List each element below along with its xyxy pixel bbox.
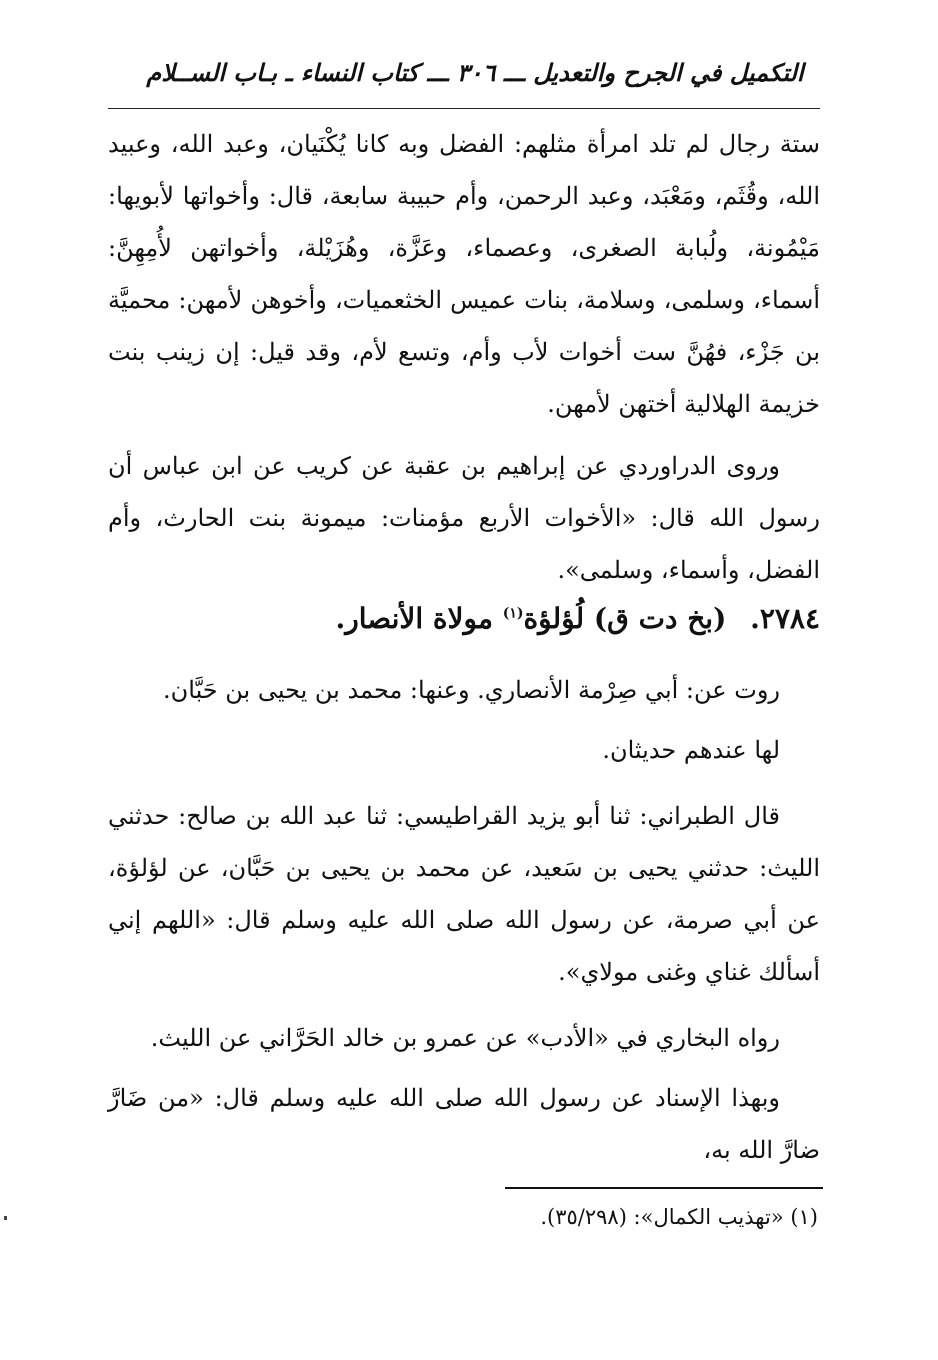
paragraph-tabarani-chain: قال الطبراني: ثنا أبو يزيد القراطيسي: ثنا عبد الله بن صالح: حدثني الليث: حدثني يحيى بن سَعيد، عن محمد بن يحيى بن حَبَّان، عن لؤلؤة، عن أبي صرمة، عن رسول الله صلى الله عليه وسلم قال: «اللهم إني أسألك غناي وغنى مولاي».: [108, 802, 820, 986]
header-rule: [108, 108, 820, 109]
paragraph-four-sisters: وروى الدراوردي عن إبراهيم بن عقبة عن كريب عن ابن عباس أن رسول الله قال: «الأخوات الأربع مؤمنات: ميمونة بنت الحارث، وأم الفضل، وأسماء، وسلمى».: [108, 452, 820, 584]
paragraph-hadith-count: لها عندهم حديثان.: [602, 736, 780, 764]
scan-speck: [4, 1216, 7, 1220]
paragraph-narrators: روت عن: أبي صِرْمة الأنصاري. وعنها: محمد بن يحيى بن حَبَّان.: [163, 676, 780, 704]
running-header: التكميل في الجرح والتعديل ـــ ٣٠٦ ـــ كتاب النساء ـ بـاب الســلام: [146, 58, 804, 87]
footnote: (١) «تهذيب الكمال»: (٣٥/٢٩٨).: [540, 1205, 818, 1229]
footnote-rule: [505, 1187, 823, 1189]
entry-name: لُؤلؤة: [523, 602, 585, 635]
entry-title-rest: مولاة الأنصار.: [335, 602, 493, 635]
footnote-marker: (١): [502, 605, 524, 622]
paragraph-bukhari: رواه البخاري في «الأدب» عن عمرو بن خالد الحَرَّاني عن الليث.: [150, 1024, 780, 1052]
entry-number: ٢٧٨٤.: [750, 602, 820, 635]
entry-symbols: (بخ دت ق): [593, 602, 727, 635]
entry-heading: [108, 602, 820, 635]
paragraph-sons-daughters: ستة رجال لم تلد امرأة مثلهم: الفضل وبه كانا يُكْنَيان، وعبد الله، وعبيد الله، وقُثَم، ومَعْبَد، وعبد الرحمن، وأم حبيبة سابعة، قال: وأخواتها لأبويها: مَيْمُونة، ولُبابة الصغرى، وعصماء، وعَزَّة، وهُزَيْلة، وأخواتهن لأُمِهِنَّ: أسماء، وسلمى، وسلامة، بنات عميس الخثعميات، وأخوهن لأمهن: محميَّة بن جَزْء، فهُنَّ ست أخوات لأب وأم، وتسع لأم، وقد قيل: إن زينب بنت خزيمة الهلالية أختهن لأمهن.: [108, 130, 820, 418]
paragraph-same-chain: وبهذا الإسناد عن رسول الله صلى الله عليه وسلم قال: «من ضَارَّ ضارَّ الله به،: [108, 1084, 820, 1164]
